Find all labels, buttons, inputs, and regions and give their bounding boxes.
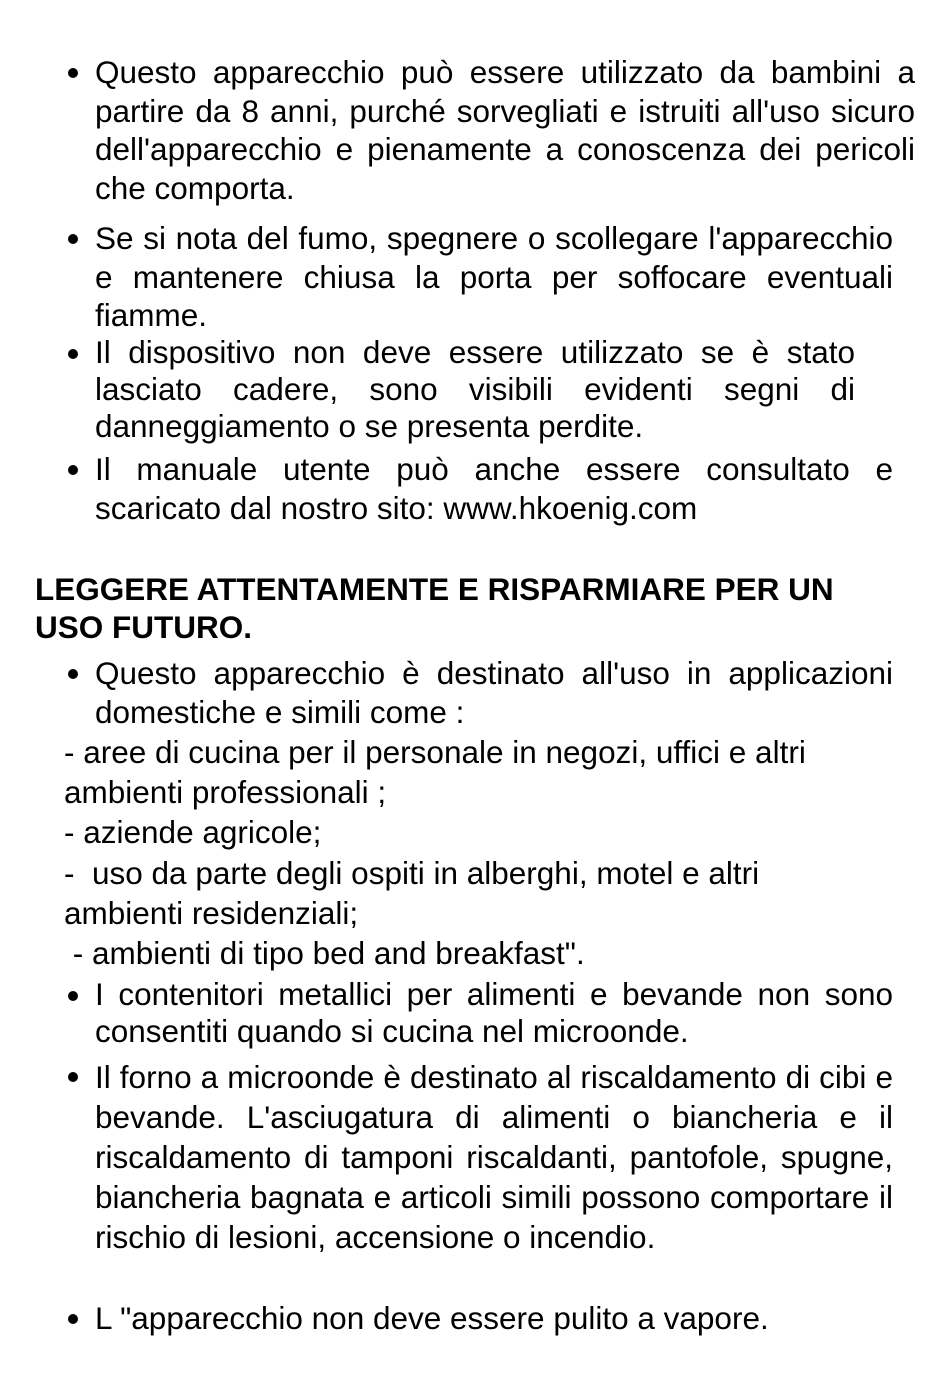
use-list-line: - aree di cucina per il personale in negozi, uffici e altri: [64, 734, 806, 770]
bullet-text: Il dispositivo non deve essere utilizzato se è stato lasciato cadere, sono visibili evidenti segni di danneggiamento o se presenta perdite.: [95, 334, 855, 444]
bullet-metal-containers: [95, 976, 893, 1050]
bullet-text: L "apparecchio non deve essere pulito a vapore.: [95, 1300, 769, 1336]
bullet-children-use: [95, 53, 915, 207]
use-list-line: ambienti residenziali;: [64, 895, 359, 931]
bullet-intended-use: [95, 654, 893, 731]
bullet-text: Il forno a microonde è destinato al riscaldamento di cibi e bevande. L'asciugatura di alimenti o biancheria e il riscaldamento di tamponi riscaldanti, pantofole, spugne, biancheria bagnata e articoli simili possono comportare il rischio di lesioni, accensione o incendio.: [95, 1059, 893, 1255]
use-list-line: - aziende agricole;: [64, 814, 322, 850]
bullet-microwave-purpose: [95, 1057, 893, 1257]
bullet-steam-cleaning: [95, 1299, 893, 1338]
bullet-text: Questo apparecchio è destinato all'uso in applicazioni domestiche e simili come :: [95, 655, 893, 730]
use-list-line: ambienti professionali ;: [64, 774, 387, 810]
bullet-smoke: [95, 219, 893, 335]
use-list-line: - uso da parte degli ospiti in alberghi, motel e altri: [64, 855, 760, 891]
section-heading: LEGGERE ATTENTAMENTE E RISPARMIARE PER UN USO FUTURO.: [35, 571, 834, 645]
bullet-text: I contenitori metallici per alimenti e bevande non sono consentiti quando si cucina nel microonde.: [95, 976, 893, 1049]
bullet-text: Il manuale utente può anche essere consultato e scaricato dal nostro sito: www.hkoenig.com: [95, 451, 893, 526]
bullet-damaged-device: [95, 334, 855, 445]
bullet-user-manual: [95, 450, 893, 527]
bullet-text: Se si nota del fumo, spegnere o scollegare l'apparecchio e mantenere chiusa la porta per soffocare eventuali fiamme.: [95, 220, 893, 333]
use-list-line: - ambienti di tipo bed and breakfast".: [64, 935, 585, 971]
bullet-text: Questo apparecchio può essere utilizzato da bambini a partire da 8 anni, purché sorvegliati e istruiti all'uso sicuro dell'apparecchio e pienamente a conoscenza dei pericoli che comporta.: [95, 54, 915, 206]
